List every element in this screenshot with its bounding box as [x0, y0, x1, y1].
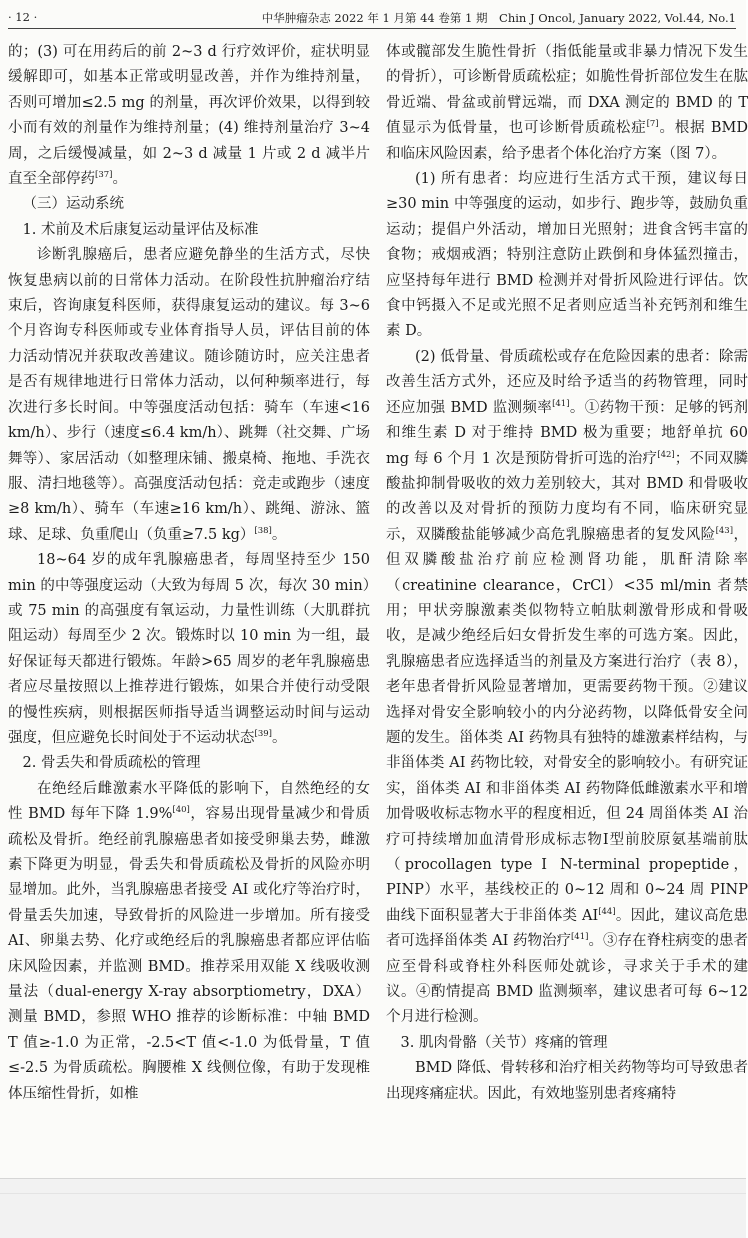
page-number: · 12 · — [8, 10, 38, 24]
paragraph: 诊断乳腺癌后，患者应避免静坐的生活方式，尽快恢复患病以前的日常体力活动。在阶段性抗肿瘤治疗结束后，咨询康复科医师，获得康复运动的建议。每 3~6 个月咨询专科医师或专业体育指导人员，评估目前的体力活动情况并获取改善建议。随诊随访时，应关注患者是否有规律地进行日常体力活动，以何种频率进行，每次进行多长时间。中等强度活动包括：骑车（车速<16 km/h）、步行（速度≤6.4 km/h）、跳舞（社交舞、广场舞等）、家居活动（如整理床铺、搬桌椅、拖地、手洗衣服、清扫地毯等）。高强度活动包括：竞走或跑步（速度≥8 km/h）、骑车（车速≥16 km/h）、跳绳、游泳、篮球、足球、负重爬山（负重≥7.5 kg）[38]。 — [8, 247, 370, 543]
section-title: （三）运动系统 — [22, 196, 124, 213]
citation: [39] — [254, 728, 272, 739]
paragraph: 18~64 岁的成年乳腺癌患者，每周坚持至少 150 min 的中等强度运动（大致为每周 5 次，每次 30 min）或 75 min 的高强度有氧运动，力量性训练（大肌群抗阻运动）每周至少 2 次。锻炼时以 10 min 为一组，最好保证每天都进行锻炼。年龄>65 周岁的老年乳腺癌患者应尽量按照以上推荐进行锻炼，如果合并使行动受限的慢性疾病，则根据医师指导适当调整运动时间与运动强度，但应避免长时间处于不运动状态[39]。 — [8, 552, 370, 746]
viewer-bottom-area — [0, 1178, 746, 1238]
paragraph: (1) 所有患者：均应进行生活方式干预，建议每日≥30 min 中等强度的运动，如步行、跑步等，鼓励负重运动；提倡户外活动，增加日光照射；进食含钙丰富的食物；戒烟戒酒；特别注意防止跌倒和身体猛烈撞击，应坚持每年进行 BMD 检测并对骨折风险进行评估。饮食中钙摄入不足或光照不足者则应适当补充钙剂和维生素 D。 — [386, 171, 748, 340]
citation: [44] — [598, 906, 616, 917]
divider — [0, 1193, 746, 1194]
citation: [38] — [254, 525, 272, 536]
citation: [37] — [95, 170, 113, 181]
paragraph: 的；(3) 可在用药后的前 2~3 d 行疗效评价，症状明显缓解即可，如基本正常或明显改善，并作为维持剂量，否则可增加≤2.5 mg 的剂量，再次评价效果，以得到较小而有效的剂量作为维持剂量；(4) 维持剂量治疗 3~4 周，之后缓慢减量，如 2~3 d 减量 1 片或 2 d 减半片直至全部停药[37]。 — [8, 44, 370, 188]
left-column — [8, 40, 370, 1107]
paragraph: 在绝经后雌激素水平降低的影响下，自然绝经的女性 BMD 每年下降 1.9%[40]，容易出现骨量减少和骨质疏松及骨折。绝经前乳腺癌患者如接受卵巢去势，雌激素下降更为明显，骨丢失和骨质疏松及骨折的风险亦明显增加。此外，当乳腺癌患者接受 AI 或化疗等治疗时，骨量丢失加速，导致骨折的风险进一步增加。所有接受 AI、卵巢去势、化疗或绝经后的乳腺癌患者都应评估临床风险因素，并监测 BMD。推荐采用双能 X 线吸收测量法（dual-energy X-ray absorptiometry，DXA）测量 BMD，参照 WHO 推荐的诊断标准：中轴 BMD T 值≥-1.0 为正常，-2.5<T 值<-1.0 为低骨量，T 值≤-2.5 为骨质疏松。胸腰椎 X 线侧位像，有助于发现椎体压缩性骨折，如椎 — [8, 780, 371, 1102]
subsection-title: 3. 肌肉骨骼（关节）疼痛的管理 — [400, 1034, 608, 1051]
citation: [43] — [715, 525, 734, 536]
page-header — [8, 8, 736, 29]
journal-info: 中华肿瘤杂志 2022 年 1 月第 44 卷第 1 期 Chin J Oncol, January 2022, Vol.44, No.1 — [261, 11, 736, 25]
paragraph: (2) 低骨量、骨质疏松或存在危险因素的患者：除需改善生活方式外，还应及时给予适当的药物管理，同时还应加强 BMD 监测频率[41]。①药物干预：足够的钙剂和维生素 D 对于维持 BMD 极为重要；地舒单抗 60 mg 每 6 个月 1 次是预防骨折可选的治疗[42]；不同双膦酸盐抑制骨吸收的效力差别较大，其对 BMD 和骨吸收的改善以及对骨折的预防力度均有不同，临床研究显示，双膦酸盐能够减少高危乳腺癌患者的复发风险[43]，但双膦酸盐治疗前应检测肾功能，肌酐清除率（creatinine clearance，CrCl）<35 ml/min 者禁用；甲状旁腺激素类似物特立帕肽刺激骨形成和骨吸收，是减少绝经后妇女骨折发生率的可选方案。因此，乳腺癌患者应选择适当的剂量及方案进行治疗（表 8），老年患者骨折风险显著增加，更需要药物干预。②建议选择对骨安全影响较小的内分泌药物，以降低骨安全问题的发生。甾体类 AI 药物具有独特的雄激素样结构，与非甾体类 AI 药物比较，对骨安全的影响较小。有研究证实，甾体类 AI 和非甾体类 AI 药物降低雌激素水平和增加骨吸收标志物水平的程度相近，但 24 周甾体类 AI 治疗可持续增加血清骨形成标志物Ⅰ型前胶原氨基端前肽（procollagen type Ⅰ N-terminal propeptide，PINP）水平，基线校正的 0~12 周和 0~24 周 PINP 曲线下面积显著大于非甾体类 AI[44]。因此，建议高危患者可选择甾体类 AI 药物治疗[41]。③存在脊柱病变的患者应至骨科或脊柱外科医师处就诊，寻求关于手术的建议。④酌情提高 BMD 监测频率，建议患者可每 6~12 个月进行检测。 — [386, 348, 748, 1026]
citation: [41] — [552, 398, 570, 409]
paragraph: 体或髋部发生脆性骨折（指低能量或非暴力情况下发生的骨折），可诊断骨质疏松症；如脆性骨折部位发生在肱骨近端、骨盆或前臂远端，而 DXA 测定的 BMD 的 T 值显示为低骨量，也可诊断骨质疏松症[7]。根据 BMD 和临床风险因素，给予患者个体化治疗方案（图 7）。 — [386, 44, 748, 162]
citation: [41] — [570, 932, 589, 943]
subsection-title: 1. 术前及术后康复运动量评估及标准 — [22, 221, 259, 238]
right-column — [386, 40, 748, 1107]
citation: [7] — [646, 119, 659, 130]
paragraph: BMD 降低、骨转移和治疗相关药物等均可导致患者出现疼痛症状。因此，有效地鉴别患者疼痛特 — [386, 1060, 748, 1102]
citation: [40] — [172, 805, 190, 816]
citation: [42] — [657, 449, 675, 460]
subsection-title: 2. 骨丢失和骨质疏松的管理 — [22, 755, 201, 772]
